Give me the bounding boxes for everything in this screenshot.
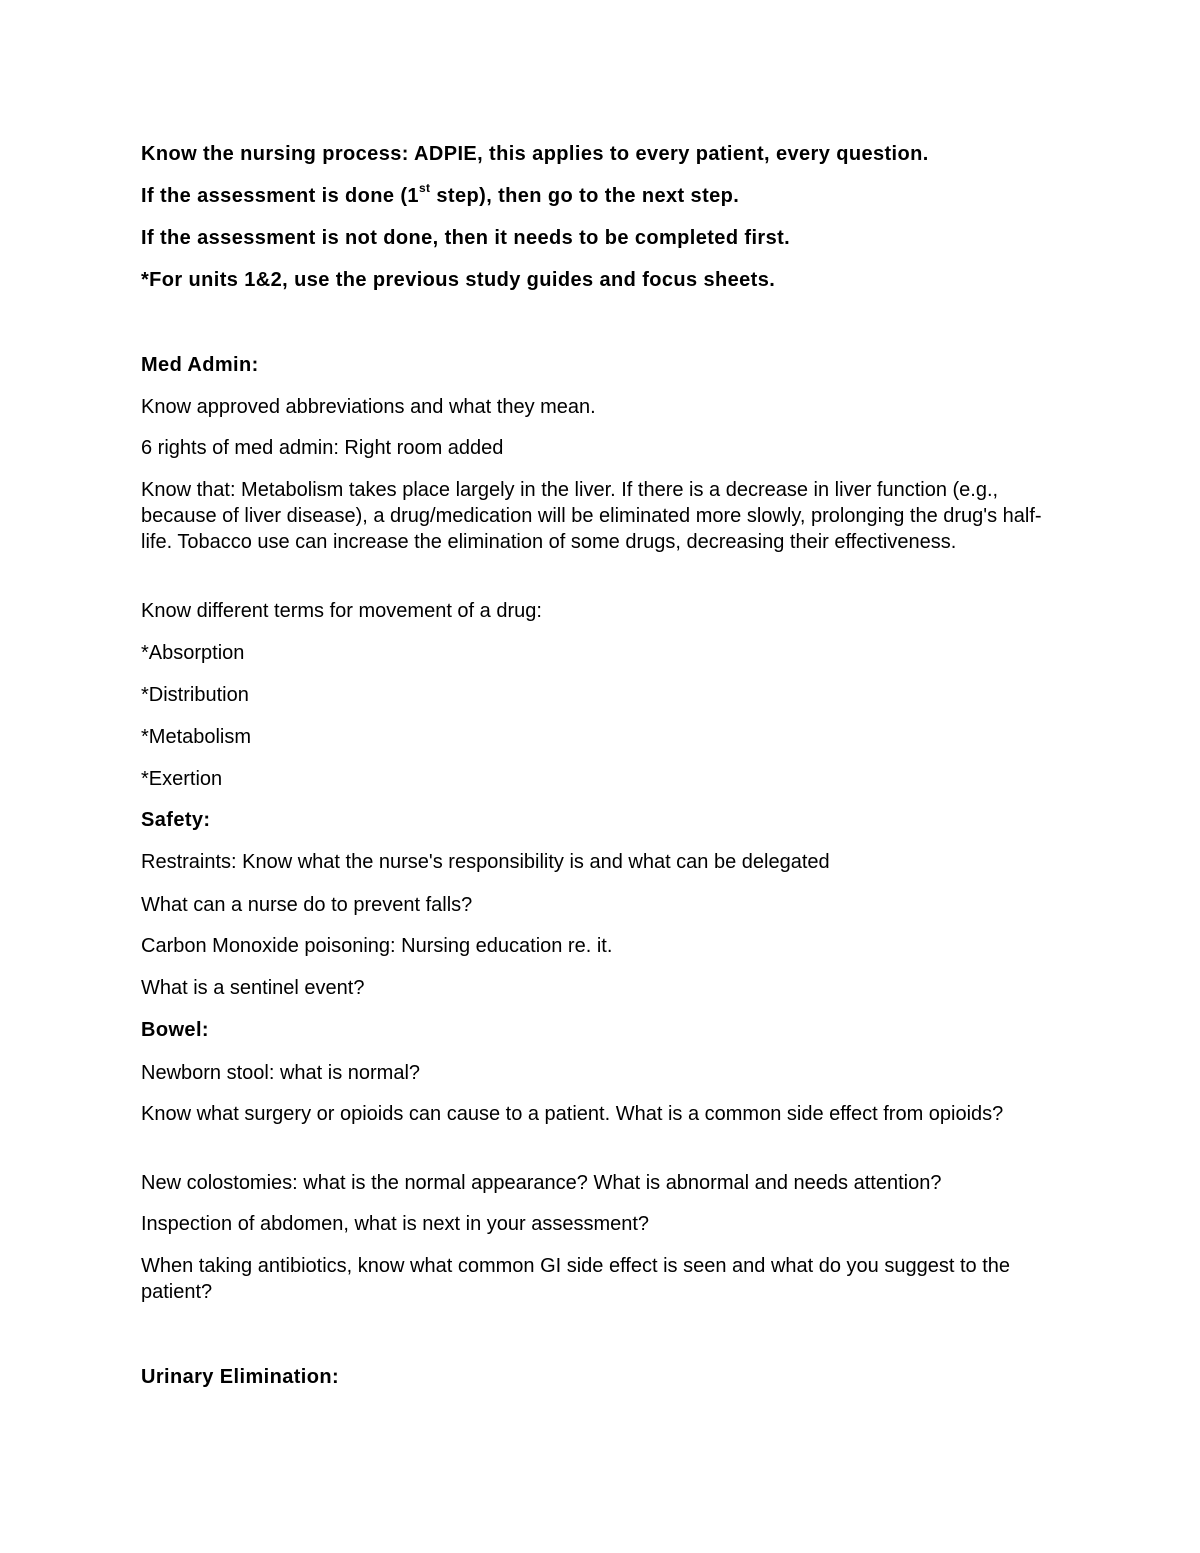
term-absorption: *Absorption <box>141 642 245 664</box>
term-exertion: *Exertion <box>141 768 223 790</box>
intro-assessment-done <box>141 183 1071 209</box>
term-distribution: *Distribution <box>141 684 249 706</box>
intro-assessment-done-post: step), then go to the next step. <box>430 185 740 207</box>
bowel-abdomen-inspection: Inspection of abdomen, what is next in your assessment? <box>141 1213 650 1235</box>
med-admin-six-rights: 6 rights of med admin: Right room added <box>141 437 504 459</box>
med-admin-metabolism-paragraph: Know that: Metabolism takes place largely in the liver. If there is a decrease in liver function (e.g., because of liver disease), a drug/medication will be eliminated more slowly, prolonging the drug's half-life. Tobacco use can increase the elimination of some drugs, decreasing their effectiveness. <box>141 479 1042 553</box>
bowel-opioids: Know what surgery or opioids can cause to a patient. What is a common side effect from opioids? <box>141 1103 1004 1125</box>
safety-carbon-monoxide: Carbon Monoxide poisoning: Nursing education re. it. <box>141 935 613 957</box>
intro-assessment-done-pre: If the assessment is done (1 <box>141 185 419 207</box>
intro-assessment-not-done: If the assessment is not done, then it needs to be completed first. <box>141 227 791 249</box>
intro-units-note: *For units 1&2, use the previous study guides and focus sheets. <box>141 269 776 291</box>
med-admin-abbreviations: Know approved abbreviations and what they mean. <box>141 396 596 418</box>
safety-falls: What can a nurse do to prevent falls? <box>141 894 473 916</box>
bowel-antibiotics: When taking antibiotics, know what common GI side effect is seen and what do you suggest to the patient? <box>141 1255 1011 1303</box>
intro-nursing-process: Know the nursing process: ADPIE, this applies to every patient, every question. <box>141 143 929 165</box>
section-heading-safety: Safety: <box>141 809 211 831</box>
bowel-newborn-stool: Newborn stool: what is normal? <box>141 1062 421 1084</box>
safety-restraints: Restraints: Know what the nurse's responsibility is and what can be delegated <box>141 851 830 873</box>
intro-assessment-done-sup: st <box>418 181 431 196</box>
bowel-colostomies: New colostomies: what is the normal appearance? What is abnormal and needs attention? <box>141 1172 942 1194</box>
safety-sentinel-event: What is a sentinel event? <box>141 977 365 999</box>
med-admin-movement-terms: Know different terms for movement of a drug: <box>141 600 542 622</box>
term-metabolism: *Metabolism <box>141 726 252 748</box>
section-heading-med-admin: Med Admin: <box>141 354 259 376</box>
section-heading-urinary-elimination: Urinary Elimination: <box>141 1366 340 1388</box>
section-heading-bowel: Bowel: <box>141 1019 209 1041</box>
